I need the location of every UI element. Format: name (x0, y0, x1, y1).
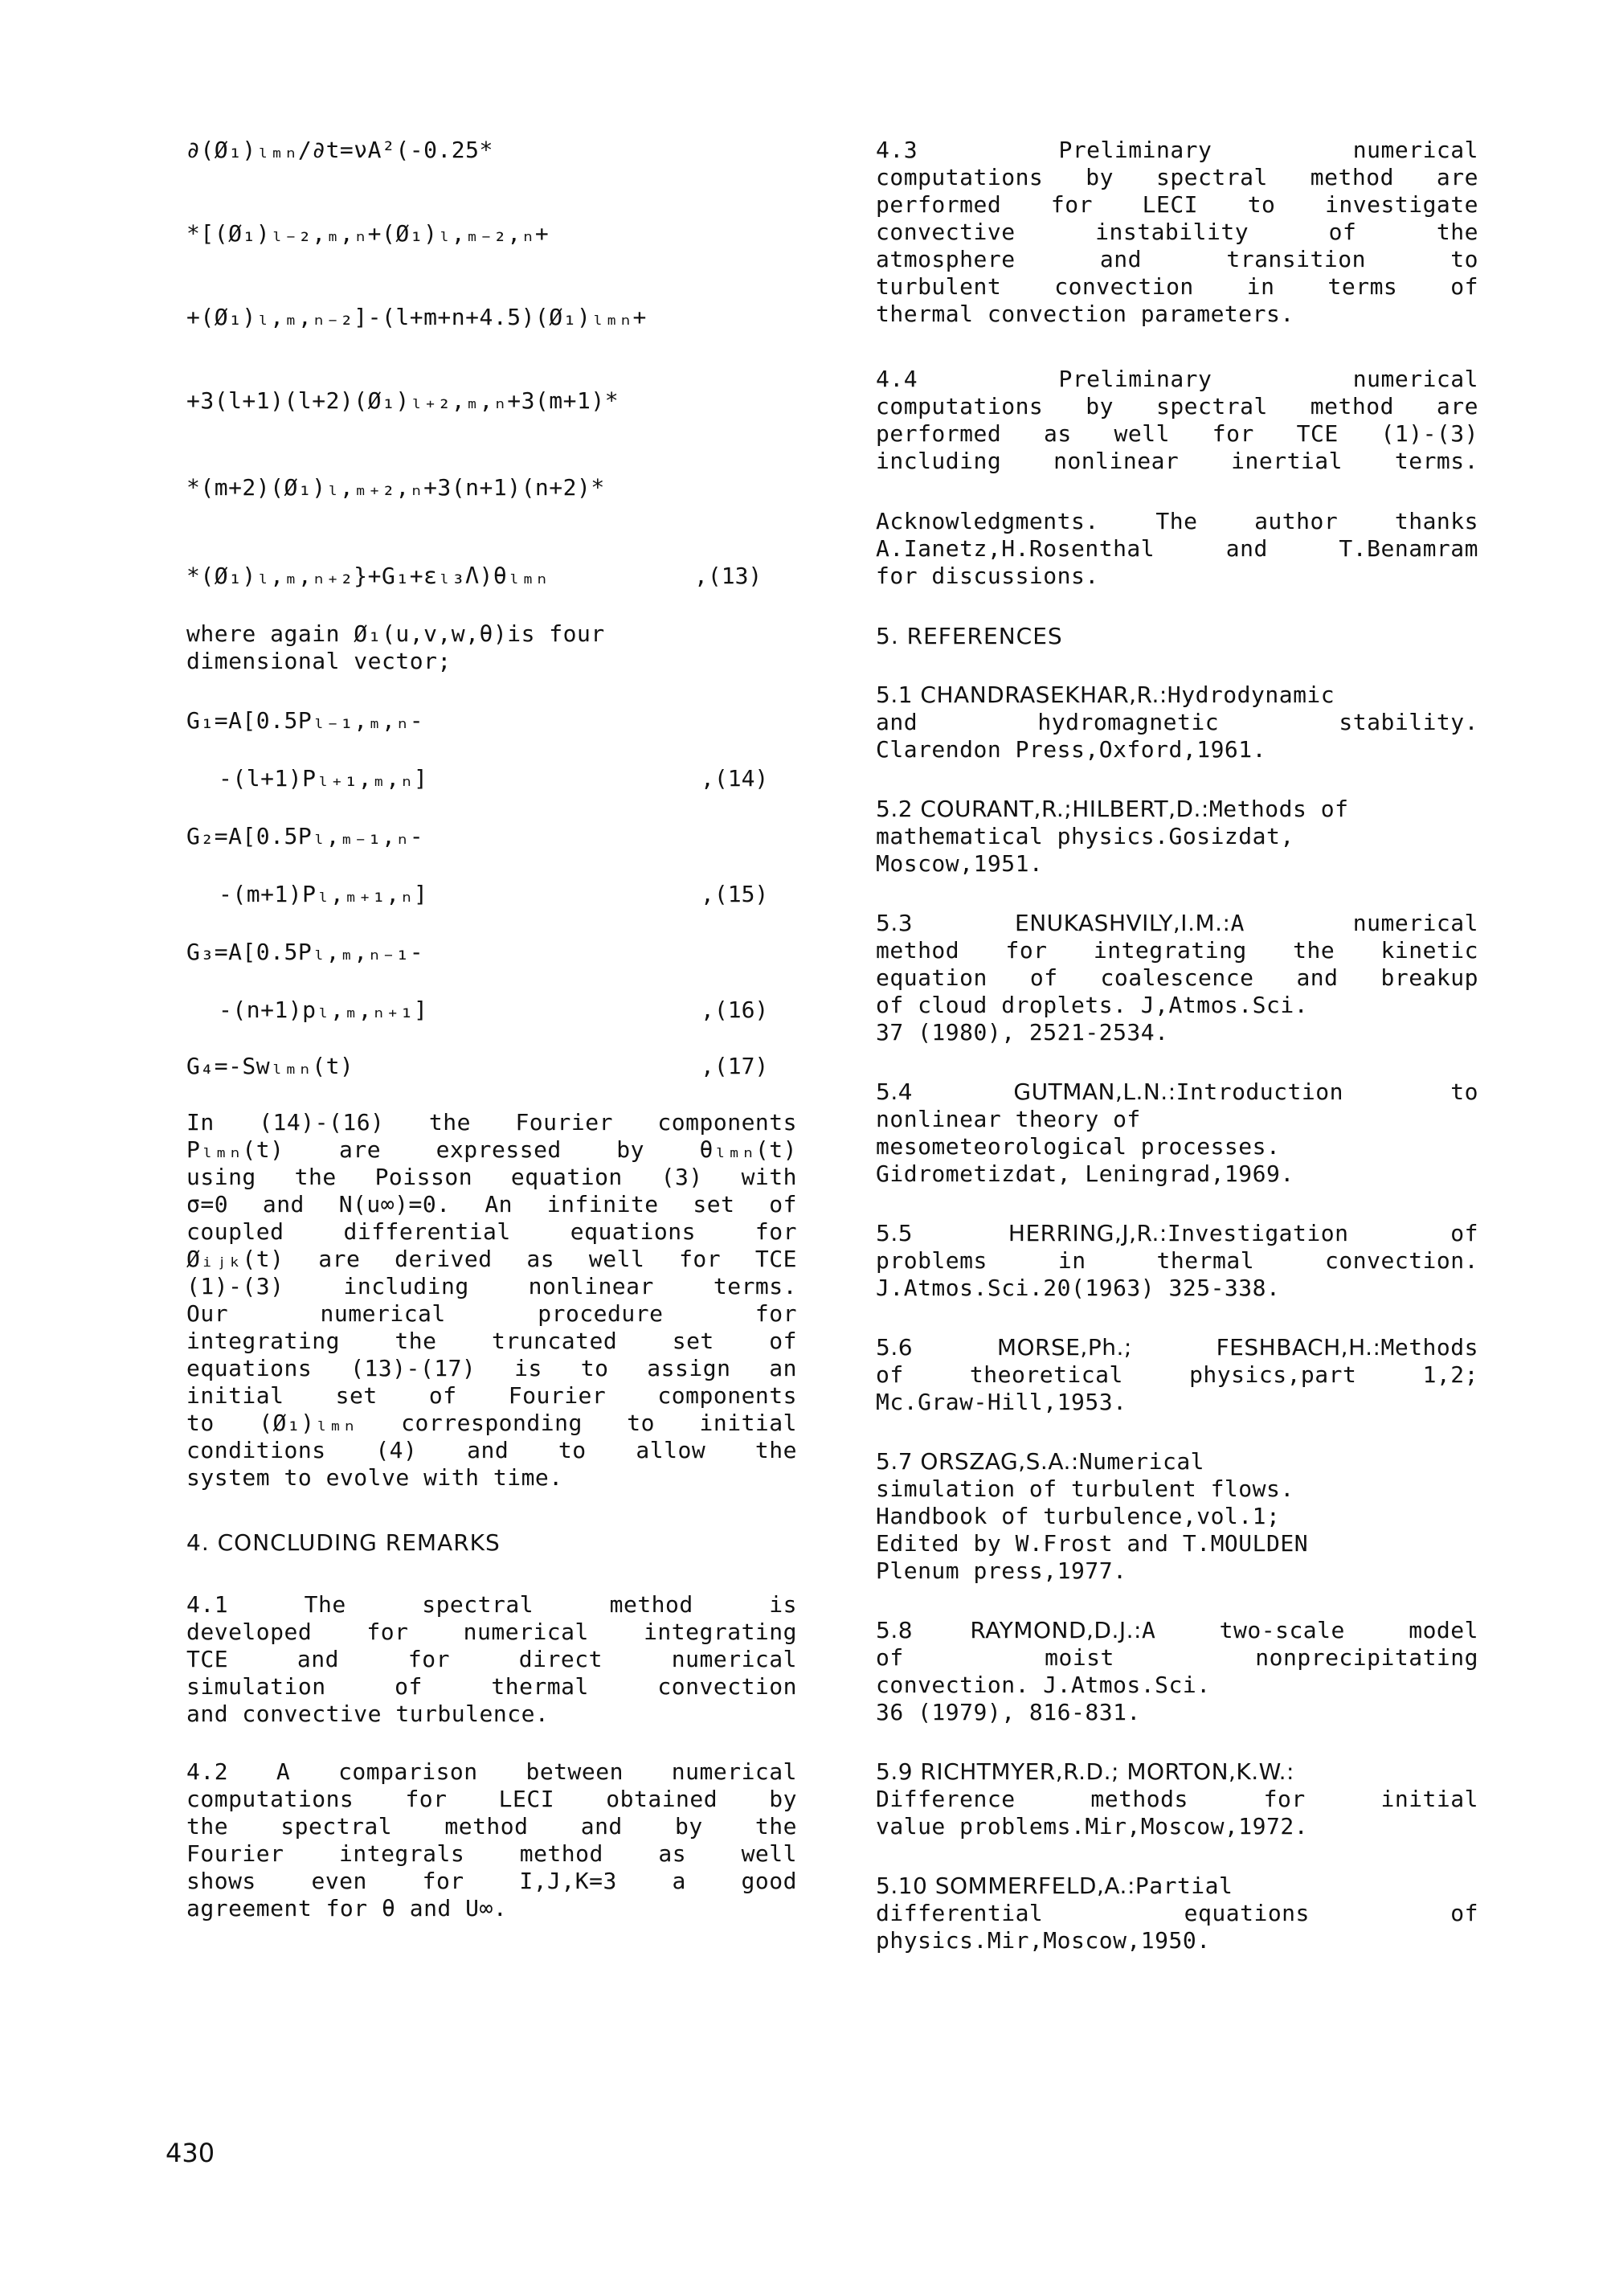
equation-number-14: ,(14) (701, 765, 769, 792)
equation-13-line-5: *(m+2)(Ø₁)ₗ,ₘ₊₂,ₙ+3(n+1)(n+2)* (186, 474, 605, 501)
reference-lead: 5.1 CHANDRASEKHAR,R.: (876, 681, 1167, 708)
g2-line-1: G₂=A[0.5Pₗ,ₘ₋₁,ₙ- (186, 823, 424, 849)
reference-line: method for integrating the kinetic (876, 937, 1478, 964)
paragraph-line: using the Poisson equation (3) with (186, 1164, 797, 1190)
remark-4-1-line: 4.1 The spectral method is (186, 1591, 797, 1618)
remark-4-3-line: computations by spectral method are (876, 164, 1478, 190)
reference-line: J.Atmos.Sci.20(1963) 325-338. (876, 1275, 1281, 1301)
reference-lead: 5.6 MORSE,Ph.; FESHBACH,H.: (876, 1334, 1381, 1361)
reference-line: physics.Mir,Moscow,1950. (876, 1927, 1211, 1954)
paragraph-line: conditions (4) and to allow the (186, 1437, 797, 1463)
equation-number-17: ,(17) (701, 1053, 769, 1079)
reference-line: Clarendon Press,Oxford,1961. (876, 736, 1267, 763)
remark-4-3-line: convective instability of the (876, 219, 1478, 245)
reference-lead: 5.4 GUTMAN,L.N.: (876, 1078, 1176, 1105)
reference-5-2: 5.2 COURANT,R.;HILBERT,D.:Methods of (876, 796, 1349, 822)
remark-4-4-line: 4.4 Preliminary numerical (876, 366, 1478, 392)
g2-line-2: -(m+1)Pₗ,ₘ₊₁,ₙ] (219, 881, 428, 907)
reference-line: mesometeorological processes. (876, 1133, 1281, 1160)
reference-line: convection. J.Atmos.Sci. (876, 1672, 1211, 1698)
acknowledgments-line: A.Ianetz,H.Rosenthal and T.Benamram (876, 535, 1478, 562)
equation-13-line-4: +3(l+1)(l+2)(Ø₁)ₗ₊₂,ₘ,ₙ+3(m+1)* (186, 387, 619, 414)
remark-4-2-line: shows even for I,J,K=3 a good (186, 1868, 797, 1894)
reference-lead: 5.9 RICHTMYER,R.D.; MORTON,K.W.: (876, 1758, 1294, 1785)
reference-line: 37 (1980), 2521-2534. (876, 1019, 1169, 1046)
g1-line-2: -(l+1)Pₗ₊₁,ₘ,ₙ] (219, 765, 428, 792)
reference-lead: 5.8 RAYMOND,D.J.: (876, 1617, 1142, 1643)
equation-13-line-1: ∂(Ø₁)ₗₘₙ/∂t=νA²(-0.25* (186, 137, 493, 163)
remark-4-4-line: computations by spectral method are (876, 393, 1478, 420)
where-text-line-1: where again Ø₁(u,v,w,θ)is four (186, 620, 605, 647)
remark-4-1-line: developed for numerical integrating (186, 1619, 797, 1645)
remark-4-1-line: simulation of thermal convection (186, 1673, 797, 1700)
equation-number-16: ,(16) (701, 997, 769, 1023)
paragraph-line: In (14)-(16) the Fourier components (186, 1109, 797, 1136)
remark-4-4-line: including nonlinear inertial terms. (876, 448, 1478, 474)
reference-line: Mc.Graw-Hill,1953. (876, 1389, 1127, 1415)
paragraph-line: σ=0 and N(u∞)=0. An infinite set of (186, 1191, 797, 1218)
equation-13-line-6: *(Ø₁)ₗ,ₘ,ₙ₊₂}+G₁+εₗ₃Λ)θₗₘₙ (186, 563, 550, 589)
g4-line: G₄=-Swₗₘₙ(t) (186, 1053, 354, 1079)
g3-line-2: -(n+1)pₗ,ₘ,ₙ₊₁] (219, 997, 428, 1023)
reference-line: Edited by W.Frost and T.MOULDEN (876, 1530, 1309, 1557)
where-text-line-2: dimensional vector; (186, 648, 452, 674)
reference-line: Difference methods for initial (876, 1786, 1478, 1812)
reference-line: 36 (1979), 816-831. (876, 1699, 1141, 1725)
reference-lead: 5.2 COURANT,R.;HILBERT,D.: (876, 796, 1209, 822)
remark-4-2-line: 4.2 A comparison between numerical (186, 1758, 797, 1785)
reference-line: differential equations of (876, 1900, 1478, 1926)
reference-5-6: 5.6 MORSE,Ph.; FESHBACH,H.:Methods (876, 1334, 1478, 1361)
equation-13-line-3: +(Ø₁)ₗ,ₘ,ₙ₋₂]-(l+m+n+4.5)(Ø₁)ₗₘₙ+ (186, 304, 647, 330)
reference-line: problems in thermal convection. (876, 1247, 1478, 1274)
reference-line: mathematical physics.Gosizdat, (876, 823, 1294, 849)
acknowledgments-line: for discussions. (876, 563, 1099, 589)
reference-5-4: 5.4 GUTMAN,L.N.:Introduction to (876, 1078, 1478, 1105)
equation-number-15: ,(15) (701, 881, 769, 907)
paragraph-line: equations (13)-(17) is to assign an (186, 1355, 797, 1381)
g1-line-1: G₁=A[0.5Pₗ₋₁,ₘ,ₙ- (186, 707, 424, 734)
reference-lead: 5.5 HERRING,J,R.: (876, 1220, 1167, 1246)
remark-4-1-line: and convective turbulence. (186, 1701, 550, 1727)
remark-4-2-line: Fourier integrals method as well (186, 1840, 797, 1867)
reference-5-5: 5.5 HERRING,J,R.:Investigation of (876, 1220, 1478, 1246)
remark-4-3-line: turbulent convection in terms of (876, 273, 1478, 300)
remark-4-2-line: the spectral method and by the (186, 1813, 797, 1840)
paragraph-line: system to evolve with time. (186, 1464, 563, 1491)
reference-line: Gidrometizdat, Leningrad,1969. (876, 1160, 1294, 1187)
reference-5-7: 5.7 ORSZAG,S.A.:Numerical (876, 1448, 1205, 1475)
reference-lead: 5.3 ENUKASHVILY,I.M.: (876, 910, 1231, 936)
reference-5-3: 5.3 ENUKASHVILY,I.M.:A numerical (876, 910, 1479, 936)
paragraph-line: to (Ø₁)ₗₘₙ corresponding to initial (186, 1410, 797, 1436)
reference-line: of moist nonprecipitating (876, 1644, 1478, 1671)
reference-line: simulation of turbulent flows. (876, 1475, 1294, 1502)
remark-4-3-line: performed for LECI to investigate (876, 191, 1478, 218)
paragraph-line: Øᵢⱼₖ(t) are derived as well for TCE (186, 1246, 797, 1272)
paragraph-line: Our numerical procedure for (186, 1300, 797, 1327)
remark-4-2-line: computations for LECI obtained by (186, 1786, 797, 1812)
reference-line: Moscow,1951. (876, 850, 1044, 877)
section-heading-concluding-remarks: 4. CONCLUDING REMARKS (186, 1529, 501, 1556)
reference-line: Handbook of turbulence,vol.1; (876, 1503, 1281, 1529)
paragraph-line: initial set of Fourier components (186, 1382, 797, 1409)
reference-5-1: 5.1 CHANDRASEKHAR,R.:Hydrodynamic (876, 681, 1335, 708)
reference-line: of cloud droplets. J,Atmos.Sci. (876, 992, 1309, 1018)
equation-number-13: ,(13) (694, 563, 763, 589)
g3-line-1: G₃=A[0.5Pₗ,ₘ,ₙ₋₁- (186, 939, 424, 965)
reference-5-8: 5.8 RAYMOND,D.J.:A two-scale model (876, 1617, 1478, 1643)
reference-line: equation of coalescence and breakup (876, 964, 1478, 991)
remark-4-1-line: TCE and for direct numerical (186, 1646, 797, 1672)
reference-lead: 5.10 SOMMERFELD,A.: (876, 1872, 1135, 1899)
page-number: 430 (166, 2138, 215, 2168)
paragraph-line: integrating the truncated set of (186, 1328, 797, 1354)
reference-lead: 5.7 ORSZAG,S.A.: (876, 1448, 1079, 1475)
section-heading-references: 5. REFERENCES (876, 623, 1063, 649)
reference-line: nonlinear theory of (876, 1106, 1141, 1132)
paragraph-line: coupled differential equations for (186, 1218, 797, 1245)
reference-line: and hydromagnetic stability. (876, 709, 1478, 735)
remark-4-3-line: atmosphere and transition to (876, 246, 1478, 272)
reference-line: of theoretical physics,part 1,2; (876, 1361, 1478, 1388)
remark-4-3-line: 4.3 Preliminary numerical (876, 137, 1478, 163)
reference-line: value problems.Mir,Moscow,1972. (876, 1813, 1309, 1840)
remark-4-3-line: thermal convection parameters. (876, 301, 1294, 327)
paragraph-line: (1)-(3) including nonlinear terms. (186, 1273, 797, 1299)
paragraph-line: Pₗₘₙ(t) are expressed by θₗₘₙ(t) (186, 1136, 797, 1163)
remark-4-2-line: agreement for θ and U∞. (186, 1895, 508, 1922)
reference-5-10: 5.10 SOMMERFELD,A.:Partial (876, 1872, 1233, 1899)
reference-line: Plenum press,1977. (876, 1557, 1127, 1584)
acknowledgments-line: Acknowledgments. The author thanks (876, 508, 1478, 534)
equation-13-line-2: *[(Ø₁)ₗ₋₂,ₘ,ₙ+(Ø₁)ₗ,ₘ₋₂,ₙ+ (186, 220, 550, 247)
reference-5-9 (876, 1758, 1294, 1786)
remark-4-4-line: performed as well for TCE (1)-(3) (876, 420, 1478, 447)
